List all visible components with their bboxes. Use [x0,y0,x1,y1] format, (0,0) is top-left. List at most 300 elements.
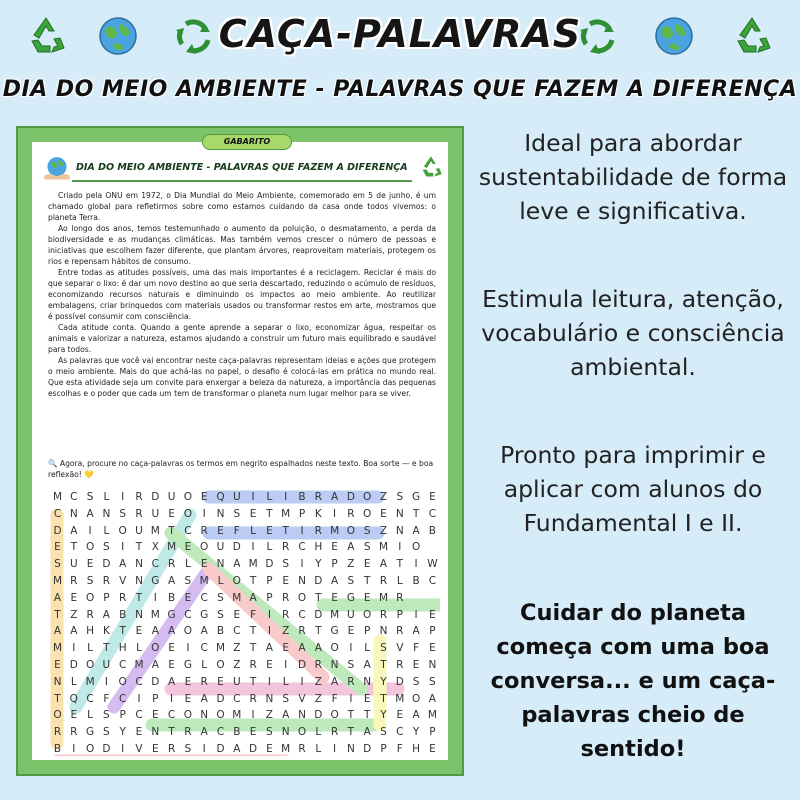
grid-letter[interactable]: R [86,608,94,621]
grid-letter[interactable]: C [233,625,241,638]
grid-letter[interactable]: O [118,675,127,688]
grid-letter[interactable]: R [249,692,257,705]
grid-letter[interactable]: I [284,659,288,671]
grid-letter[interactable]: R [347,675,355,688]
grid-letter[interactable]: T [70,541,77,554]
grid-letter[interactable]: C [135,675,143,688]
grid-letter[interactable]: I [72,642,76,655]
grid-letter[interactable]: O [85,659,95,671]
grid-letter[interactable]: M [281,507,291,520]
grid-letter[interactable]: C [298,608,306,621]
grid-letter[interactable]: D [232,541,241,554]
grid-letter[interactable]: C [200,642,208,655]
grid-letter[interactable]: S [363,541,371,554]
grid-letter[interactable]: E [331,591,338,604]
grid-letter[interactable]: I [300,524,304,537]
grid-letter[interactable]: S [103,541,110,554]
grid-letter[interactable]: R [396,591,404,604]
grid-letter[interactable]: F [331,692,338,705]
grid-letter[interactable]: A [265,642,273,655]
grid-letter[interactable]: P [298,507,306,520]
grid-letter[interactable]: M [232,591,242,604]
grid-letter[interactable]: S [54,558,61,571]
grid-letter[interactable]: I [300,558,304,571]
grid-letter[interactable]: E [168,507,175,520]
grid-letter[interactable]: T [168,726,175,739]
grid-letter[interactable]: V [298,692,306,705]
grid-letter[interactable]: U [216,541,225,554]
grid-letter[interactable]: D [102,743,111,755]
grid-letter[interactable]: T [249,675,257,688]
grid-letter[interactable]: B [167,591,176,604]
grid-letter[interactable]: Y [119,726,126,739]
grid-letter[interactable]: N [69,507,78,520]
grid-letter[interactable]: E [429,642,436,655]
grid-letter[interactable]: A [282,709,290,722]
grid-letter[interactable]: T [168,524,175,537]
grid-letter[interactable]: T [266,507,273,520]
grid-letter[interactable]: O [411,541,421,554]
grid-letter[interactable]: W [427,558,438,571]
grid-letter[interactable]: A [151,659,159,671]
grid-letter[interactable]: L [396,575,403,587]
grid-letter[interactable]: D [69,659,78,671]
grid-letter[interactable]: S [217,591,224,604]
grid-letter[interactable]: D [346,491,355,503]
grid-letter[interactable]: A [412,524,420,537]
grid-letter[interactable]: M [248,558,258,571]
grid-letter[interactable]: Z [379,491,388,503]
grid-letter[interactable]: B [412,575,420,587]
grid-letter[interactable]: G [412,491,421,503]
grid-letter[interactable]: A [70,524,78,537]
grid-letter[interactable]: E [135,726,143,739]
grid-letter[interactable]: R [167,743,176,755]
grid-letter[interactable]: U [69,558,78,571]
grid-letter[interactable]: R [298,743,306,755]
grid-letter[interactable]: O [232,575,241,587]
grid-letter[interactable]: M [232,709,242,722]
grid-letter[interactable]: S [184,575,192,587]
grid-letter[interactable]: M [427,709,437,722]
grid-letter[interactable]: C [428,575,437,587]
grid-letter[interactable]: R [200,524,208,537]
grid-letter[interactable]: O [85,591,95,604]
grid-letter[interactable]: T [249,642,257,655]
grid-letter[interactable]: R [200,675,208,688]
grid-letter[interactable]: A [200,625,208,638]
grid-letter[interactable]: T [412,507,420,520]
grid-letter[interactable]: D [249,743,258,755]
grid-letter[interactable]: I [121,541,125,554]
grid-letter[interactable]: D [216,692,225,705]
grid-letter[interactable]: A [233,558,241,571]
grid-letter[interactable]: I [186,642,190,655]
grid-letter[interactable]: R [396,659,404,671]
grid-letter[interactable]: I [251,491,255,503]
grid-letter[interactable]: I [121,743,125,755]
grid-letter[interactable]: E [168,659,175,671]
grid-letter[interactable]: A [102,608,110,621]
grid-letter[interactable]: K [102,625,110,638]
grid-letter[interactable]: S [103,709,110,722]
grid-letter[interactable]: H [86,625,95,638]
grid-letter[interactable]: N [298,709,306,722]
grid-letter[interactable]: A [249,591,257,604]
grid-letter[interactable]: Z [314,692,322,705]
grid-letter[interactable]: O [183,507,193,520]
grid-letter[interactable]: B [298,491,306,503]
grid-letter[interactable]: N [216,558,225,571]
grid-letter[interactable]: O [411,692,421,705]
grid-letter[interactable]: R [119,591,127,604]
grid-letter[interactable]: Q [216,491,225,503]
grid-letter[interactable]: D [151,491,160,503]
grid-letter[interactable]: P [266,575,273,587]
grid-letter[interactable]: C [119,692,127,705]
grid-letter[interactable]: B [53,743,62,755]
grid-letter[interactable]: C [184,524,192,537]
grid-letter[interactable]: I [333,507,337,520]
grid-letter[interactable]: P [331,558,338,571]
grid-letter[interactable]: T [54,608,61,621]
grid-letter[interactable]: S [217,608,224,621]
grid-letter[interactable]: C [396,726,404,739]
grid-letter[interactable]: E [151,743,159,755]
grid-letter[interactable]: I [88,524,92,537]
grid-letter[interactable]: I [414,558,418,571]
grid-letter[interactable]: M [395,692,405,705]
grid-letter[interactable]: M [281,743,291,755]
grid-letter[interactable]: U [167,491,176,503]
grid-letter[interactable]: N [265,692,274,705]
grid-letter[interactable]: I [251,541,255,554]
grid-letter[interactable]: I [170,692,174,705]
grid-letter[interactable]: Z [379,524,388,537]
grid-letter[interactable]: E [151,709,159,722]
grid-letter[interactable]: A [168,625,176,638]
grid-letter[interactable]: E [429,743,436,755]
grid-letter[interactable]: E [282,642,289,655]
grid-letter[interactable]: C [216,726,225,739]
grid-letter[interactable]: T [347,709,355,722]
grid-letter[interactable]: L [217,575,224,587]
grid-letter[interactable]: E [266,524,273,537]
grid-letter[interactable]: R [102,575,111,587]
grid-letter[interactable]: U [151,507,160,520]
grid-letter[interactable]: O [363,608,372,621]
grid-letter[interactable]: U [232,675,241,688]
grid-letter[interactable]: O [151,642,160,655]
grid-letter[interactable]: M [378,591,389,604]
grid-letter[interactable]: A [151,625,159,638]
grid-letter[interactable]: I [284,491,288,503]
grid-letter[interactable]: E [282,575,289,587]
grid-letter[interactable]: E [363,558,371,571]
grid-letter[interactable]: V [135,743,143,755]
grid-letter[interactable]: T [363,709,371,722]
grid-letter[interactable]: N [135,608,143,621]
grid-letter[interactable]: R [314,491,322,503]
grid-letter[interactable]: N [135,575,143,587]
grid-letter[interactable]: A [298,642,306,655]
grid-letter[interactable]: I [72,743,76,755]
grid-letter[interactable]: S [86,491,94,503]
grid-letter[interactable]: E [184,591,192,604]
grid-letter[interactable]: R [379,608,388,621]
grid-letter[interactable]: M [150,608,160,621]
grid-letter[interactable]: N [395,524,404,537]
grid-letter[interactable]: M [199,575,209,587]
grid-letter[interactable]: R [298,625,306,638]
grid-letter[interactable]: A [379,558,388,571]
grid-letter[interactable]: M [215,642,226,655]
grid-letter[interactable]: O [363,491,372,503]
grid-letter[interactable]: E [217,675,224,688]
grid-letter[interactable]: M [330,524,340,537]
grid-letter[interactable]: N [200,709,209,722]
grid-letter[interactable]: A [200,726,208,739]
grid-letter[interactable]: L [103,491,110,503]
grid-letter[interactable]: P [119,709,126,722]
grid-letter[interactable]: S [396,491,404,503]
grid-letter[interactable]: S [184,743,192,755]
grid-letter[interactable]: G [200,608,209,621]
grid-letter[interactable]: A [53,625,62,638]
grid-letter[interactable]: Q [69,692,78,705]
grid-letter[interactable]: O [297,591,307,604]
grid-letter[interactable]: M [85,675,95,688]
grid-letter[interactable]: Y [412,726,420,739]
grid-letter[interactable]: Z [314,675,322,688]
grid-letter[interactable]: D [151,675,160,688]
grid-letter[interactable]: L [87,642,94,655]
grid-letter[interactable]: O [85,743,95,755]
grid-letter[interactable]: E [396,709,404,722]
grid-letter[interactable]: T [282,524,289,537]
grid-letter[interactable]: L [70,675,77,688]
grid-letter[interactable]: A [331,675,339,688]
grid-letter[interactable]: E [429,608,436,621]
grid-letter[interactable]: Z [70,608,78,621]
grid-letter[interactable]: E [412,659,420,671]
grid-letter[interactable]: E [429,491,436,503]
grid-letter[interactable]: N [102,507,111,520]
grid-letter[interactable]: O [183,625,193,638]
grid-letter[interactable]: S [282,692,290,705]
grid-letter[interactable]: E [86,558,94,571]
grid-letter[interactable]: C [428,507,437,520]
grid-letter[interactable]: R [282,591,290,604]
grid-letter[interactable]: L [103,524,110,537]
grid-letter[interactable]: H [118,642,127,655]
grid-letter[interactable]: R [379,575,388,587]
grid-letter[interactable]: A [347,541,355,554]
grid-letter[interactable]: A [331,491,339,503]
grid-letter[interactable]: N [363,675,372,688]
grid-letter[interactable]: O [216,659,225,671]
grid-letter[interactable]: D [314,608,323,621]
grid-letter[interactable]: F [413,642,420,655]
grid-letter[interactable]: E [249,726,257,739]
grid-letter[interactable]: D [314,709,323,722]
grid-letter[interactable]: A [233,743,241,755]
grid-letter[interactable]: E [347,625,355,638]
grid-letter[interactable]: E [54,541,61,554]
grid-letter[interactable]: E [363,692,371,705]
grid-letter[interactable]: C [167,709,176,722]
grid-letter[interactable]: T [249,625,257,638]
grid-letter[interactable]: H [412,743,421,755]
grid-letter[interactable]: M [167,541,177,554]
grid-letter[interactable]: S [103,726,110,739]
grid-letter[interactable]: L [136,642,142,655]
grid-letter[interactable]: E [249,507,257,520]
grid-letter[interactable]: N [53,675,62,688]
grid-letter[interactable]: B [119,608,127,621]
grid-letter[interactable]: N [428,659,437,671]
grid-letter[interactable]: I [202,743,206,755]
grid-letter[interactable]: S [347,659,355,671]
grid-letter[interactable]: I [414,608,418,621]
grid-letter[interactable]: B [428,524,436,537]
grid-letter[interactable]: E [363,591,371,604]
grid-letter[interactable]: D [314,575,323,587]
grid-letter[interactable]: L [87,709,94,722]
grid-letter[interactable]: O [53,709,62,722]
grid-letter[interactable]: F [233,524,240,537]
grid-letter[interactable]: S [282,558,290,571]
grid-letter[interactable]: O [183,491,193,503]
grid-letter[interactable]: C [184,608,192,621]
grid-letter[interactable]: E [184,541,192,554]
grid-letter[interactable]: I [349,692,353,705]
grid-letter[interactable]: U [232,491,241,503]
grid-letter[interactable]: E [331,541,338,554]
grid-letter[interactable]: O [183,709,193,722]
grid-letter[interactable]: O [330,642,339,655]
grid-letter[interactable]: P [396,608,403,621]
grid-letter[interactable]: U [102,659,111,671]
grid-letter[interactable]: E [380,507,387,520]
grid-letter[interactable]: U [347,608,355,621]
grid-letter[interactable]: M [134,659,144,671]
grid-letter[interactable]: R [135,491,143,503]
grid-letter[interactable]: I [267,675,271,688]
grid-letter[interactable]: Z [347,558,355,571]
grid-letter[interactable]: N [135,558,143,571]
grid-letter[interactable]: O [330,709,339,722]
grid-letter[interactable]: A [314,642,322,655]
grid-letter[interactable]: E [217,524,224,537]
grid-letter[interactable]: R [314,659,322,671]
grid-letter[interactable]: A [168,575,176,587]
grid-letter[interactable]: I [300,675,304,688]
grid-letter[interactable]: G [330,625,339,638]
grid-letter[interactable]: L [250,524,257,537]
grid-letter[interactable]: A [363,659,371,671]
grid-letter[interactable]: A [412,709,420,722]
grid-letter[interactable]: R [249,659,257,671]
grid-letter[interactable]: Z [265,709,273,722]
grid-letter[interactable]: X [151,541,159,554]
grid-letter[interactable]: R [167,558,176,571]
grid-letter[interactable]: T [396,558,403,571]
grid-letter[interactable]: M [330,608,340,621]
grid-letter[interactable]: R [70,575,78,587]
grid-letter[interactable]: D [102,558,111,571]
grid-letter[interactable]: I [137,692,141,705]
grid-letter[interactable]: B [216,625,225,638]
grid-letter[interactable]: T [119,625,126,638]
grid-letter[interactable]: D [216,743,225,755]
grid-letter[interactable]: L [315,726,322,739]
grid-letter[interactable]: T [135,541,143,554]
grid-letter[interactable]: N [151,726,160,739]
grid-letter[interactable]: D [297,659,307,671]
grid-letter[interactable]: M [378,541,389,554]
grid-letter[interactable]: N [379,625,388,638]
grid-letter[interactable]: I [121,491,125,503]
grid-letter[interactable]: H [314,541,323,554]
grid-letter[interactable]: R [314,524,322,537]
grid-letter[interactable]: P [266,591,273,604]
grid-letter[interactable]: P [103,591,110,604]
grid-letter[interactable]: U [135,524,143,537]
grid-letter[interactable]: N [298,575,306,587]
grid-letter[interactable]: C [233,692,241,705]
grid-letter[interactable]: G [167,608,176,621]
grid-letter[interactable]: T [103,642,110,655]
grid-letter[interactable]: T [347,726,355,739]
grid-letter[interactable]: A [412,625,420,638]
grid-letter[interactable]: A [86,507,94,520]
grid-letter[interactable]: M [52,642,63,655]
grid-letter[interactable]: V [396,642,404,655]
grid-letter[interactable]: O [118,524,127,537]
grid-letter[interactable]: O [363,507,372,520]
grid-letter[interactable]: E [200,491,208,503]
grid-letter[interactable]: R [282,541,290,554]
grid-letter[interactable]: L [266,491,273,503]
grid-letter[interactable]: A [200,692,208,705]
grid-letter[interactable]: C [151,558,159,571]
grid-letter[interactable]: R [347,507,355,520]
grid-letter[interactable]: E [54,659,61,671]
grid-letter[interactable]: Y [315,558,322,571]
grid-letter[interactable]: P [364,625,371,638]
grid-letter[interactable]: A [428,692,436,705]
grid-letter[interactable]: N [346,743,355,755]
grid-letter[interactable]: K [314,507,322,520]
grid-letter[interactable]: Z [233,642,241,655]
grid-letter[interactable]: R [53,726,62,739]
grid-letter[interactable]: S [412,675,420,688]
grid-letter[interactable]: I [202,507,206,520]
grid-letter[interactable]: D [265,558,274,571]
grid-letter[interactable]: I [251,709,255,722]
grid-letter[interactable]: A [119,558,127,571]
grid-letter[interactable]: M [52,575,63,587]
grid-letter[interactable]: T [380,692,387,705]
grid-letter[interactable]: N [281,726,290,739]
grid-letter[interactable]: S [86,575,94,587]
grid-letter[interactable]: T [315,625,322,638]
grid-letter[interactable]: I [267,608,271,621]
grid-letter[interactable]: L [282,675,289,688]
grid-letter[interactable]: T [135,591,143,604]
grid-letter[interactable]: S [380,642,387,655]
